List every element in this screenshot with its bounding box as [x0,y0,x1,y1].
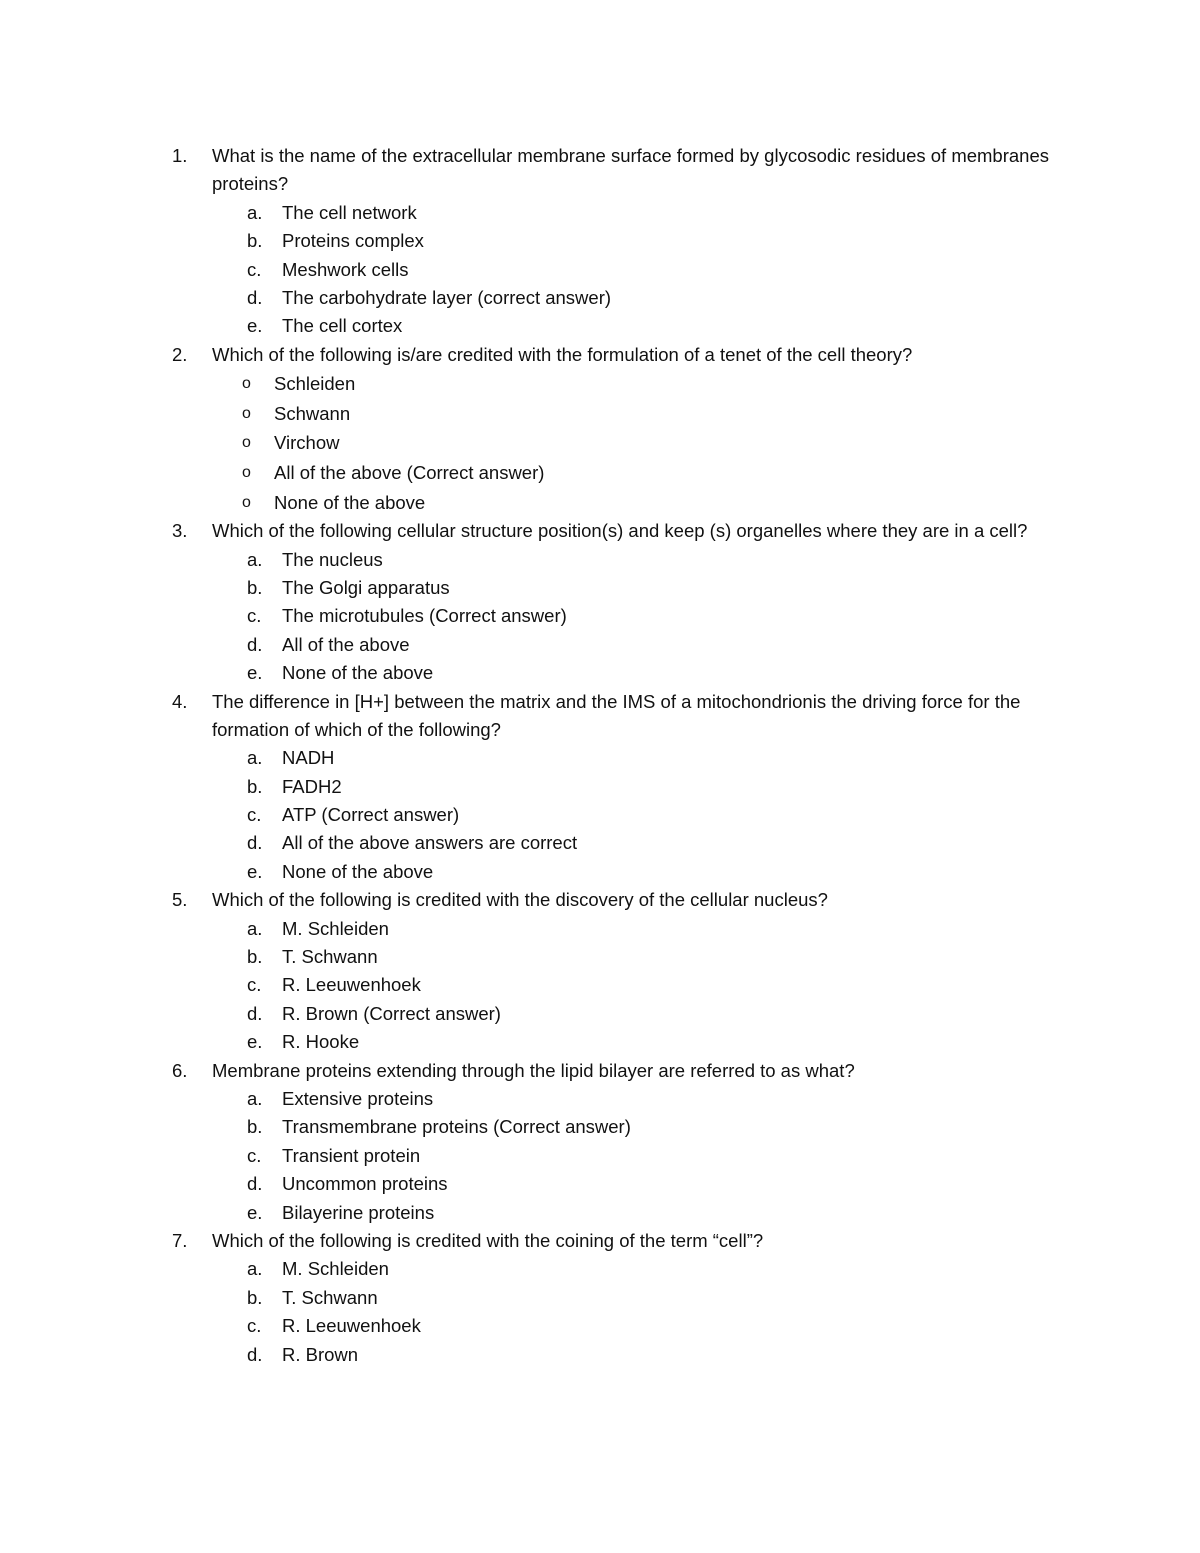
question-number: 1. [172,145,188,166]
option-text: The cell network [282,201,417,223]
question-item [172,142,1072,341]
option-letter: c. [247,1315,262,1337]
option-text: Transmembrane proteins (Correct answer) [282,1116,631,1138]
answer-option [172,574,1072,602]
option-letter: e. [247,662,263,684]
option-text: M. Schleiden [282,1258,389,1280]
answer-options [172,744,1072,886]
question-number: 7. [172,1229,188,1251]
answer-option [172,744,1072,772]
answer-option [172,546,1072,574]
answer-option [172,1284,1072,1312]
answer-option [172,1028,1072,1056]
option-text: Schwann [274,402,351,424]
option-text: All of the above [282,633,410,655]
option-text: Virchow [274,432,340,454]
option-letter: e. [247,315,263,337]
option-letter: e. [247,1031,263,1053]
question-item [172,517,1072,687]
question-number: 2. [172,343,188,365]
option-text: R. Brown [282,1343,359,1365]
question-number: 4. [172,690,188,712]
question-number: 5. [172,889,188,911]
answer-option [172,602,1072,630]
option-letter: d. [247,633,263,655]
option-letter: c. [247,974,262,996]
answer-option [172,1312,1072,1340]
option-letter: e. [247,860,263,882]
answer-options [172,369,1072,517]
option-text: Schleiden [274,373,356,395]
question-number: 6. [172,1059,188,1081]
option-letter: b. [247,775,263,797]
option-text: None of the above [274,491,426,513]
option-letter: e. [247,1201,263,1223]
option-text: FADH2 [282,775,342,797]
answer-option [172,858,1072,886]
option-text: Proteins complex [282,230,424,252]
question-text: Membrane proteins extending through the lipid bilayer are referred to as what? [212,1059,855,1081]
option-text: R. Leeuwenhoek [282,974,421,996]
answer-option [172,399,1072,429]
option-text: None of the above [282,860,434,882]
bullet-marker: o [242,434,251,452]
answer-option [172,801,1072,829]
option-letter: d. [247,1343,263,1365]
option-text: R. Hooke [282,1031,360,1053]
answer-option [172,488,1072,518]
question-text: Which of the following cellular structure position(s) and keep (s) organelles where they are in a cell? [212,520,1028,542]
question-text: What is the name of the extracellular membrane surface formed by glycosodic residues of membranes proteins? [212,145,1049,195]
question-item [172,886,1072,1056]
answer-option [172,1085,1072,1113]
answer-option [172,829,1072,857]
option-letter: d. [247,832,263,854]
option-letter: a. [247,1088,263,1110]
answer-options [172,1085,1072,1227]
answer-option [172,1113,1072,1141]
option-letter: a. [247,548,263,570]
option-text: All of the above answers are correct [282,832,578,854]
question-number: 3. [172,520,188,542]
option-letter: a. [247,747,263,769]
option-text: The Golgi apparatus [282,576,450,598]
answer-options [172,199,1072,341]
option-text: Meshwork cells [282,258,409,280]
option-letter: a. [247,917,263,939]
option-letter: b. [247,1116,263,1138]
answer-option [172,915,1072,943]
answer-options [172,546,1072,688]
answer-option [172,284,1072,312]
option-text: The microtubules (Correct answer) [282,605,567,627]
option-text: The carbohydrate layer (correct answer) [282,286,612,308]
answer-option [172,1341,1072,1369]
answer-option [172,1000,1072,1028]
answer-option [172,971,1072,999]
option-letter: c. [247,804,262,826]
bullet-marker: o [242,493,251,511]
option-letter: b. [247,1286,263,1308]
question-item [172,688,1072,887]
bullet-marker: o [242,404,251,422]
answer-option [172,227,1072,255]
option-letter: b. [247,576,263,598]
answer-option [172,312,1072,340]
option-text: The cell cortex [282,315,403,337]
answer-options [172,915,1072,1057]
bullet-marker: o [242,463,251,481]
option-letter: a. [247,201,263,223]
answer-option [172,659,1072,687]
answer-options [172,1255,1072,1369]
question-item [172,341,1072,517]
option-letter: d. [247,286,263,308]
answer-option [172,631,1072,659]
option-letter: b. [247,230,263,252]
answer-option [172,458,1072,488]
option-letter: d. [247,1002,263,1024]
option-letter: c. [247,258,262,280]
question-text: Which of the following is credited with the discovery of the cellular nucleus? [212,889,828,911]
answer-option [172,1255,1072,1283]
question-item [172,1227,1072,1369]
question-item [172,1057,1072,1227]
answer-option [172,256,1072,284]
option-letter: a. [247,1258,263,1280]
option-text: Extensive proteins [282,1088,434,1110]
answer-option [172,773,1072,801]
option-text: R. Brown (Correct answer) [282,1002,501,1024]
answer-option [172,1142,1072,1170]
option-letter: d. [247,1173,263,1195]
option-text: Bilayerine proteins [282,1201,435,1223]
answer-option [172,1170,1072,1198]
option-text: Transient protein [282,1144,421,1166]
question-text: The difference in [H+] between the matrix and the IMS of a mitochondrionis the driving force for the formation of which of the following? [212,690,1021,740]
answer-option [172,369,1072,399]
option-text: Uncommon proteins [282,1173,448,1195]
bullet-marker: o [242,375,251,393]
option-text: R. Leeuwenhoek [282,1315,421,1337]
question-text: Which of the following is credited with the coining of the term “cell”? [212,1229,764,1251]
option-text: None of the above [282,662,434,684]
option-text: M. Schleiden [282,917,389,939]
question-list [172,142,1072,1369]
answer-option [172,199,1072,227]
answer-option [172,1199,1072,1227]
option-text: T. Schwann [282,1286,378,1308]
answer-option [172,428,1072,458]
option-text: The nucleus [282,548,383,570]
option-text: NADH [282,747,335,769]
question-text: Which of the following is/are credited with the formulation of a tenet of the cell theory? [212,343,913,365]
option-text: T. Schwann [282,946,378,968]
option-letter: c. [247,605,262,627]
option-text: ATP (Correct answer) [282,804,460,826]
option-text: All of the above (Correct answer) [274,461,545,483]
answer-option [172,943,1072,971]
option-letter: b. [247,946,263,968]
option-letter: c. [247,1144,262,1166]
